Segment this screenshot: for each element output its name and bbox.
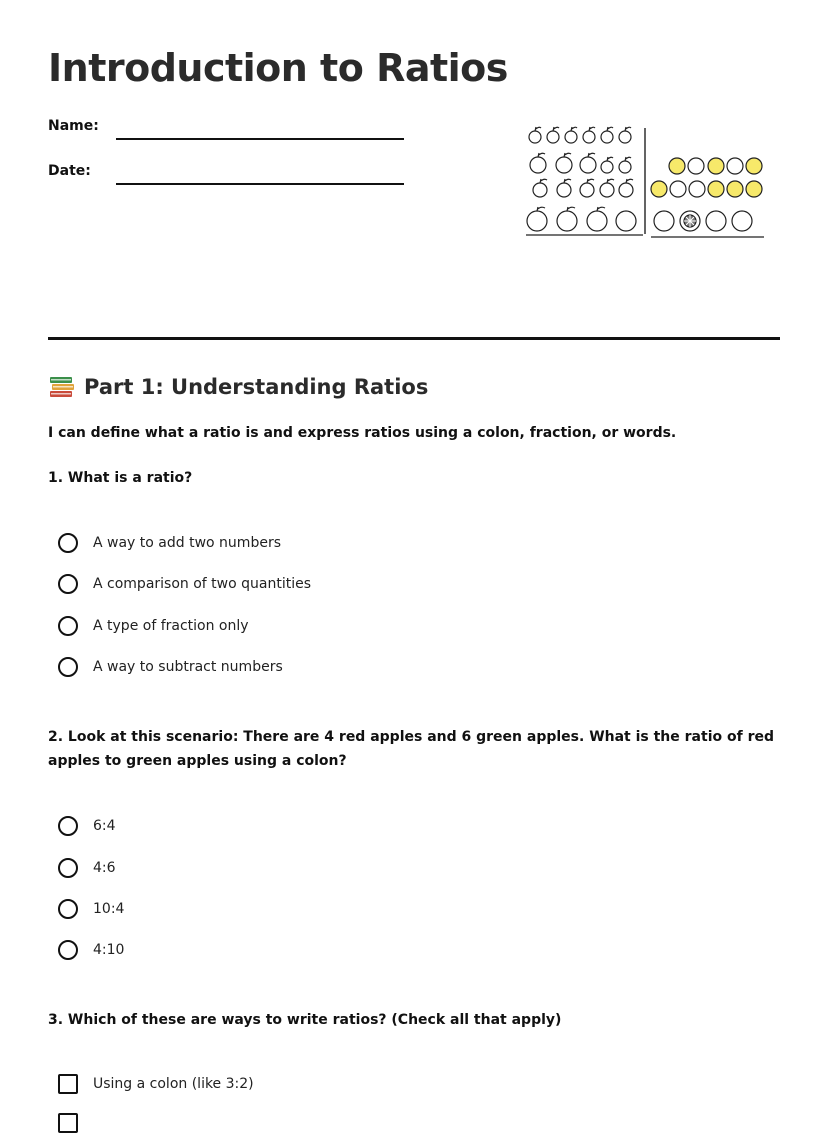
option-label: 10:4 bbox=[93, 901, 125, 917]
lemon-group bbox=[651, 158, 762, 231]
radio-button[interactable] bbox=[58, 899, 78, 919]
option-label: A way to add two numbers bbox=[93, 535, 281, 551]
name-line[interactable] bbox=[116, 138, 404, 140]
radio-button[interactable] bbox=[58, 940, 78, 960]
date-label: Date: bbox=[48, 163, 91, 179]
apple-icon bbox=[601, 157, 613, 173]
q3-option-2[interactable] bbox=[58, 1110, 93, 1136]
apple-icon bbox=[533, 179, 547, 197]
lemon-icon bbox=[727, 181, 743, 197]
lemon-icon bbox=[669, 158, 685, 174]
option-label: A way to subtract numbers bbox=[93, 659, 283, 675]
question-2: 2. Look at this scenario: There are 4 red apples and 6 green apples. What is the ratio of red apples to green apples using a colon? bbox=[48, 729, 774, 769]
option-label: 6:4 bbox=[93, 818, 116, 834]
learning-objective: I can define what a ratio is and express ratios using a colon, fraction, or words. bbox=[48, 425, 677, 441]
apple-icon bbox=[565, 127, 577, 143]
apple-icon bbox=[619, 157, 631, 173]
q1-option-4[interactable] bbox=[58, 654, 283, 680]
apple-icon bbox=[587, 207, 607, 231]
apple-icon bbox=[619, 179, 633, 197]
option-label: 4:10 bbox=[93, 942, 125, 958]
page-title: Introduction to Ratios bbox=[48, 46, 508, 90]
q1-option-3[interactable] bbox=[58, 613, 249, 639]
option-label: A type of fraction only bbox=[93, 618, 249, 634]
radio-button[interactable] bbox=[58, 533, 78, 553]
part1-title: Part 1: Understanding Ratios bbox=[84, 375, 429, 399]
name-field[interactable] bbox=[48, 118, 408, 142]
question-1: 1. What is a ratio? bbox=[48, 470, 193, 486]
radio-button[interactable] bbox=[58, 657, 78, 677]
apple-icon bbox=[557, 179, 571, 197]
q2-option-2[interactable] bbox=[58, 855, 116, 881]
section-divider bbox=[48, 337, 780, 340]
lemon-icon bbox=[746, 181, 762, 197]
checkbox[interactable] bbox=[58, 1074, 78, 1094]
apple-icon bbox=[529, 127, 541, 143]
radio-button[interactable] bbox=[58, 574, 78, 594]
radio-button[interactable] bbox=[58, 816, 78, 836]
apple-icon bbox=[619, 127, 631, 143]
q1-option-1[interactable] bbox=[58, 530, 281, 556]
apple-icon bbox=[527, 207, 547, 231]
q2-option-3[interactable] bbox=[58, 896, 124, 922]
part1-heading bbox=[48, 374, 428, 400]
apple-icon bbox=[583, 127, 595, 143]
q2-option-4[interactable] bbox=[58, 937, 124, 963]
lemon-icon bbox=[708, 158, 724, 174]
question-3: 3. Which of these are ways to write ratios? (Check all that apply) bbox=[48, 1012, 562, 1028]
apple-icon bbox=[600, 179, 614, 197]
apple-group bbox=[527, 127, 636, 231]
name-label: Name: bbox=[48, 118, 99, 134]
lemon-icon bbox=[708, 181, 724, 197]
lemon-icon bbox=[746, 158, 762, 174]
radio-button[interactable] bbox=[58, 858, 78, 878]
q1-option-2[interactable] bbox=[58, 571, 311, 597]
date-line[interactable] bbox=[116, 183, 404, 185]
q2-option-1[interactable] bbox=[58, 813, 116, 839]
apple-icon bbox=[547, 127, 559, 143]
apples-and-lemons-illustration bbox=[524, 124, 772, 240]
apple-icon bbox=[580, 179, 594, 197]
option-label: 4:6 bbox=[93, 860, 116, 876]
checkbox[interactable] bbox=[58, 1113, 78, 1133]
radio-button[interactable] bbox=[58, 616, 78, 636]
q3-option-1[interactable] bbox=[58, 1071, 254, 1097]
lemon-icon bbox=[651, 181, 667, 197]
date-field[interactable] bbox=[48, 163, 408, 187]
option-label: Using a colon (like 3:2) bbox=[93, 1076, 254, 1092]
apple-icon bbox=[530, 153, 546, 173]
apple-icon bbox=[556, 153, 572, 173]
apple-icon bbox=[557, 207, 577, 231]
apple-icon bbox=[601, 127, 613, 143]
books-icon bbox=[48, 374, 76, 400]
option-label: A comparison of two quantities bbox=[93, 576, 311, 592]
apple-icon bbox=[616, 211, 636, 231]
apple-icon bbox=[580, 153, 596, 173]
